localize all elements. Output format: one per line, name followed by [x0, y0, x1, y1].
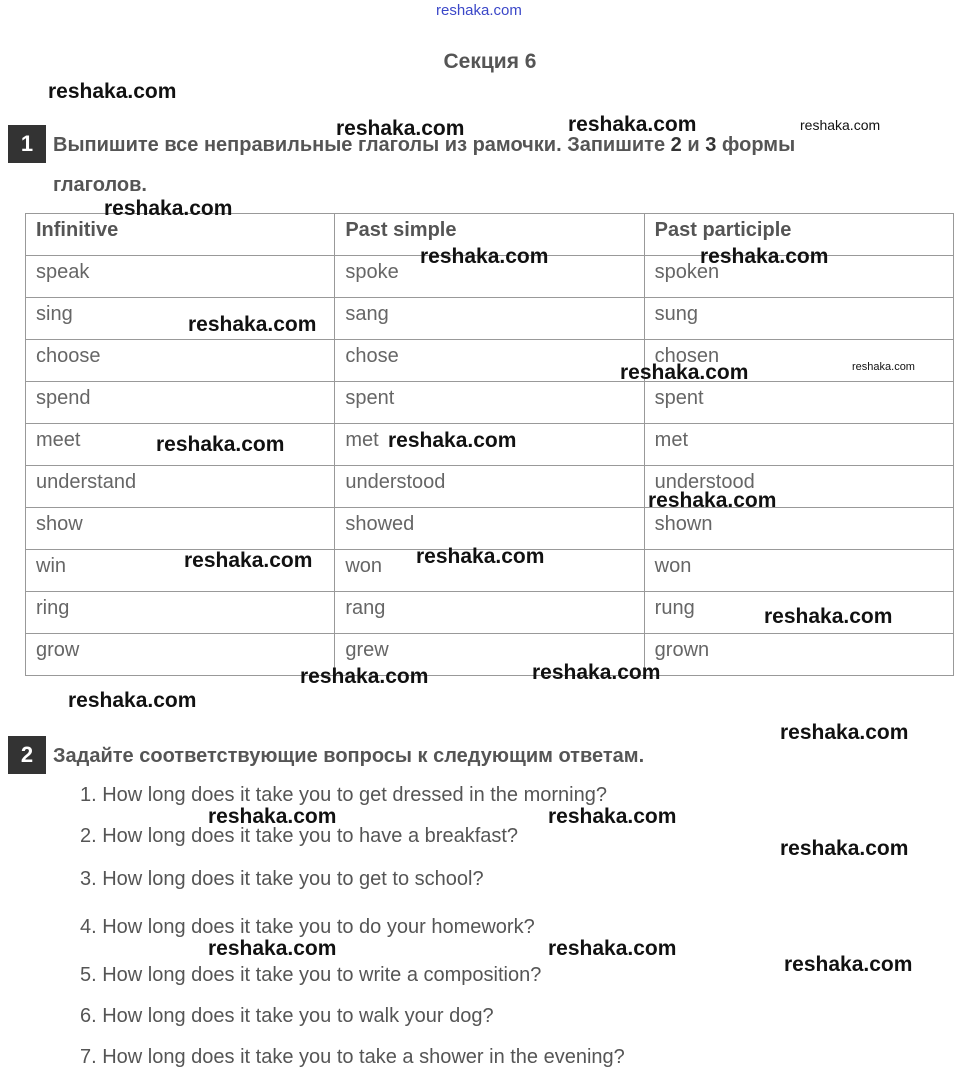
header-infinitive: Infinitive: [26, 214, 335, 256]
cell-infinitive: speak: [26, 256, 335, 298]
cell-infinitive: ring: [26, 592, 335, 634]
list-item: 5. How long does it take you to write a composition?: [80, 964, 542, 986]
table-row: [26, 466, 954, 508]
cell-past-participle: chosen: [644, 340, 953, 382]
watermark: reshaka.com: [800, 117, 881, 133]
verbs-table: [25, 213, 954, 676]
cell-past-participle: grown: [644, 634, 953, 676]
cell-past-simple: showed: [335, 508, 644, 550]
task-1-bold-3: 3: [705, 134, 717, 156]
cell-past-simple: grew: [335, 634, 644, 676]
watermark: reshaka.com: [764, 605, 893, 628]
watermark: reshaka.com: [416, 545, 545, 568]
watermark: reshaka.com: [184, 549, 313, 572]
watermark: reshaka.com: [48, 80, 177, 103]
list-item: 3. How long does it take you to get to school?: [80, 868, 484, 890]
cell-past-participle: sung: [644, 298, 953, 340]
task-2-instruction: Задайте соответствующие вопросы к следующим ответам.: [53, 745, 645, 767]
section-title: Секция 6: [443, 50, 537, 73]
cell-infinitive: understand: [26, 466, 335, 508]
watermark: reshaka.com: [648, 489, 777, 512]
list-item: 2. How long does it take you to have a breakfast?: [80, 825, 519, 847]
list-item: 1. How long does it take you to get dressed in the morning?: [80, 784, 607, 806]
watermark: reshaka.com: [68, 689, 197, 712]
watermark: reshaka.com: [620, 361, 749, 384]
table-row: [26, 382, 954, 424]
cell-infinitive: sing: [26, 298, 335, 340]
watermark: reshaka.com: [700, 245, 829, 268]
table-row: [26, 550, 954, 592]
cell-past-simple: chose: [335, 340, 644, 382]
cell-infinitive: grow: [26, 634, 335, 676]
cell-infinitive: win: [26, 550, 335, 592]
table-header-row: [26, 214, 954, 256]
watermark: reshaka.com: [336, 117, 465, 140]
cell-infinitive: spend: [26, 382, 335, 424]
table-row: [26, 592, 954, 634]
list-item: 4. How long does it take you to do your homework?: [80, 916, 535, 938]
cell-infinitive: meet: [26, 424, 335, 466]
list-item: 7. How long does it take you to take a shower in the evening?: [80, 1046, 625, 1068]
cell-past-simple: met: [335, 424, 644, 466]
cell-past-simple: spoke: [335, 256, 644, 298]
cell-past-simple: won: [335, 550, 644, 592]
task-1-number: 1: [8, 125, 46, 163]
watermark: reshaka.com: [104, 197, 233, 220]
header-past-simple: Past simple: [335, 214, 644, 256]
table-row: [26, 340, 954, 382]
cell-past-participle: understood: [644, 466, 953, 508]
task-1-text-line2: глаголов.: [53, 174, 147, 196]
header-site-link[interactable]: reshaka.com: [436, 2, 522, 19]
task-1-instruction: [53, 125, 963, 205]
watermark: reshaka.com: [188, 313, 317, 336]
watermark: reshaka.com: [548, 937, 677, 960]
cell-past-participle: spoken: [644, 256, 953, 298]
watermark: reshaka.com: [420, 245, 549, 268]
cell-past-simple: spent: [335, 382, 644, 424]
cell-past-participle: met: [644, 424, 953, 466]
list-item: 6. How long does it take you to walk your dog?: [80, 1005, 494, 1027]
table-row: [26, 634, 954, 676]
watermark: reshaka.com: [208, 937, 337, 960]
cell-infinitive: show: [26, 508, 335, 550]
watermark: reshaka.com: [388, 429, 517, 452]
task-1-bold-2: 2: [670, 134, 682, 156]
watermark: reshaka.com: [208, 805, 337, 828]
watermark: reshaka.com: [784, 953, 913, 976]
watermark: reshaka.com: [568, 113, 697, 136]
task-1-text-a: Выпишите все неправильные глаголы из рамочки. Запишите: [53, 134, 671, 156]
watermark: reshaka.com: [852, 361, 915, 373]
cell-past-simple: rang: [335, 592, 644, 634]
watermark: reshaka.com: [300, 665, 429, 688]
cell-past-participle: spent: [644, 382, 953, 424]
watermark: reshaka.com: [532, 661, 661, 684]
watermark: reshaka.com: [780, 721, 909, 744]
task-1-text-and: и: [681, 134, 706, 156]
watermark: reshaka.com: [156, 433, 285, 456]
cell-past-participle: shown: [644, 508, 953, 550]
cell-past-participle: won: [644, 550, 953, 592]
cell-past-simple: sang: [335, 298, 644, 340]
task-2-number: 2: [8, 736, 46, 774]
table-row: [26, 298, 954, 340]
table-row: [26, 256, 954, 298]
cell-past-simple: understood: [335, 466, 644, 508]
table-row: [26, 508, 954, 550]
watermark: reshaka.com: [780, 837, 909, 860]
cell-infinitive: choose: [26, 340, 335, 382]
task-1-text-b: формы: [716, 134, 796, 156]
watermark: reshaka.com: [548, 805, 677, 828]
cell-past-participle: rung: [644, 592, 953, 634]
header-past-participle: Past participle: [644, 214, 953, 256]
table-row: [26, 424, 954, 466]
